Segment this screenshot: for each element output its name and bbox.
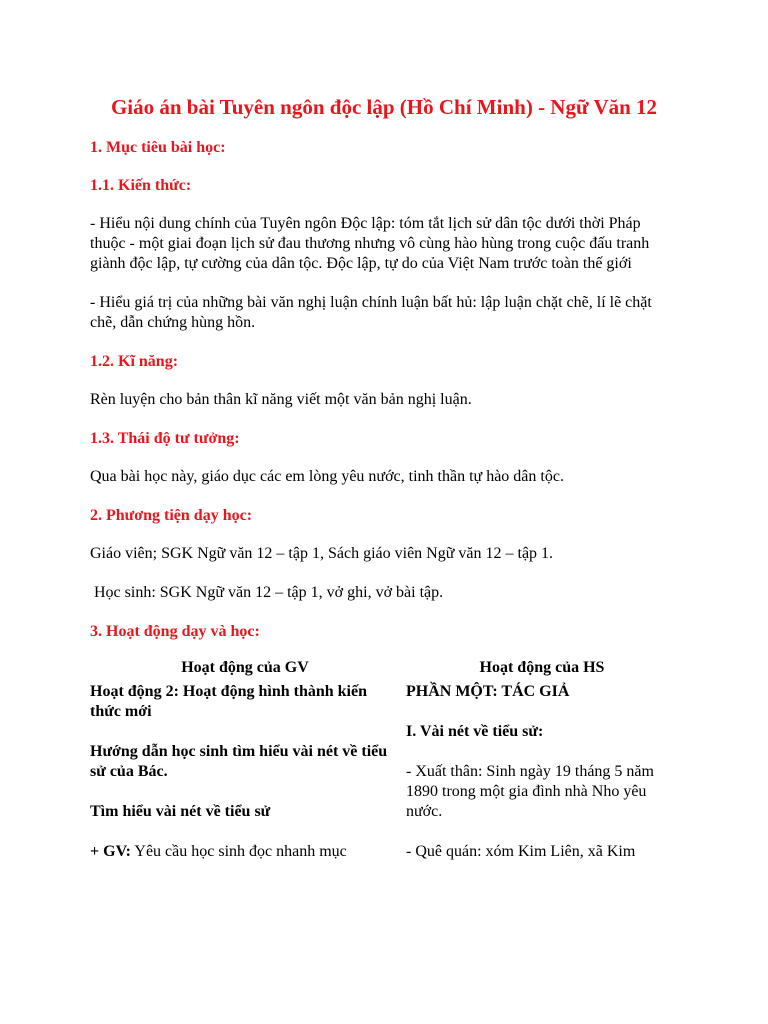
document-page — [90, 94, 678, 882]
student-activity-2: I. Vài nét về tiểu sử: — [406, 723, 544, 740]
student-activity-3: - Xuất thân: Sinh ngày 19 tháng 5 năm 1890 trong một gia đình nhà Nho yêu nước. — [406, 763, 654, 820]
section-2-heading: 2. Phương tiện dạy học: — [90, 507, 253, 524]
section-1-1-heading: 1.1. Kiến thức: — [90, 177, 192, 194]
student-column-header: Hoạt động của HS — [479, 659, 605, 676]
section-2-paragraph-1: Giáo viên; SGK Ngữ văn 12 – tập 1, Sách giáo viên Ngữ văn 12 – tập 1. — [90, 545, 554, 562]
section-1-2-paragraph: Rèn luyện cho bản thân kĩ năng viết một văn bản nghị luận. — [90, 391, 472, 408]
student-activity-4: - Quê quán: xóm Kim Liên, xã Kim — [406, 843, 636, 860]
section-1-heading: 1. Mục tiêu bài học: — [90, 139, 226, 156]
section-3-heading: 3. Hoạt động dạy và học: — [90, 623, 260, 640]
section-1-1-paragraph-2: - Hiểu giá trị của những bài văn nghị luận chính luận bất hủ: lập luận chặt chẽ, lí lẽ chặt chẽ, dẫn chứng hùng hồn. — [90, 294, 652, 331]
section-1-1-paragraph-1: - Hiểu nội dung chính của Tuyên ngôn Độc lập: tóm tắt lịch sử dân tộc dưới thời Pháp thuộc - một giai đoạn lịch sử đau thương nhưng vô cùng hào hùng trong cuộc đấu tranh giành độc lập, tự cường của dân tộc. Độc lập, tự do của Việt Nam trước toàn thế giới — [90, 215, 650, 272]
teacher-activity-column — [90, 658, 406, 882]
teacher-activity-1: Hoạt động 2: Hoạt động hình thành kiến thức mới — [90, 683, 367, 720]
teacher-activity-4-label: + GV: — [90, 843, 131, 860]
section-1-2-heading: 1.2. Kĩ năng: — [90, 353, 179, 370]
student-activity-column — [406, 658, 678, 882]
activity-table — [90, 658, 678, 882]
teacher-column-header: Hoạt động của GV — [181, 659, 309, 676]
document-title: Giáo án bài Tuyên ngôn độc lập (Hồ Chí Minh) - Ngữ Văn 12 — [110, 95, 658, 119]
section-1-3-heading: 1.3. Thái độ tư tưởng: — [90, 430, 240, 447]
teacher-activity-3: Tìm hiểu vài nét về tiểu sử — [90, 803, 271, 820]
section-2-paragraph-2: Học sinh: SGK Ngữ văn 12 – tập 1, vở ghi, vở bài tập. — [90, 584, 444, 601]
section-1-3-paragraph: Qua bài học này, giáo dục các em lòng yêu nước, tinh thần tự hào dân tộc. — [90, 468, 564, 485]
teacher-activity-4-text: Yêu cầu học sinh đọc nhanh mục — [130, 843, 347, 860]
teacher-activity-4 — [90, 842, 400, 862]
teacher-activity-2: Hướng dẫn học sinh tìm hiểu vài nét về tiểu sử của Bác. — [90, 743, 388, 780]
student-activity-1: PHẦN MỘT: TÁC GIẢ — [406, 683, 570, 700]
